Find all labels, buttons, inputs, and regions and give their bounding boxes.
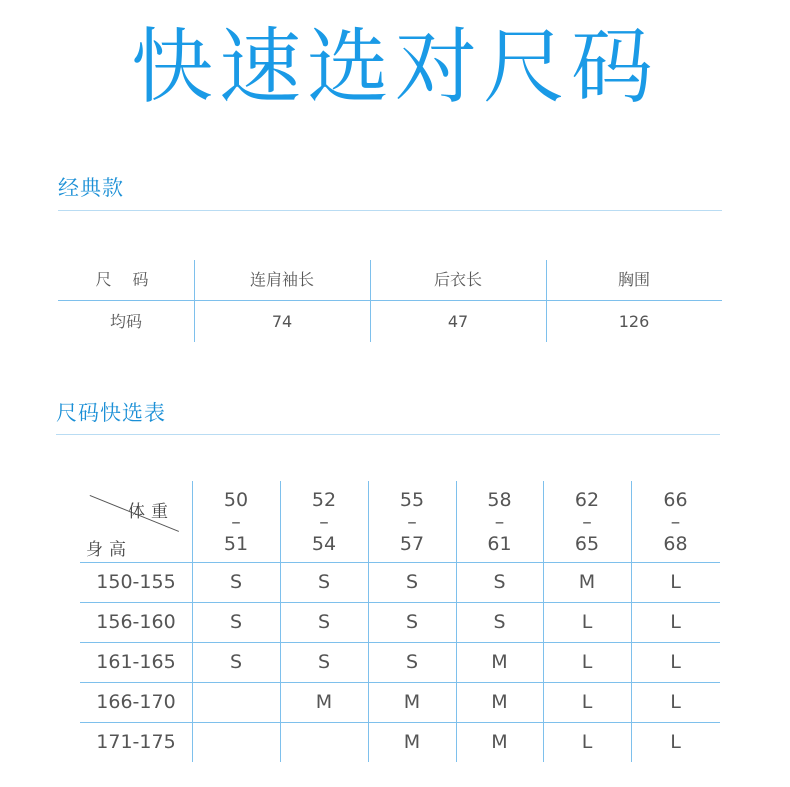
size-cell bbox=[192, 682, 280, 722]
header-back-length: 后衣长 bbox=[433, 270, 482, 289]
size-cell bbox=[280, 722, 368, 762]
weight-dash: – bbox=[319, 511, 329, 533]
weight-top: 62 bbox=[574, 489, 600, 511]
weight-range-header bbox=[280, 489, 368, 555]
weight-top: 66 bbox=[663, 489, 688, 511]
height-range-cell: 150-155 bbox=[96, 571, 176, 593]
height-range-cell: 161-165 bbox=[96, 651, 176, 673]
weight-top: 58 bbox=[487, 489, 512, 511]
weight-bottom: 57 bbox=[399, 533, 425, 555]
size-cell: M bbox=[578, 571, 596, 593]
weight-dash: – bbox=[231, 511, 241, 533]
weight-dash: – bbox=[407, 511, 417, 533]
weight-bottom: 51 bbox=[223, 533, 249, 555]
size-cell: M bbox=[403, 691, 421, 713]
header-size: 尺 码 bbox=[95, 270, 157, 289]
size-cell: S bbox=[405, 571, 419, 593]
size-cell: L bbox=[670, 691, 681, 713]
size-cell: L bbox=[581, 731, 593, 753]
size-cell bbox=[192, 722, 280, 762]
weight-bottom: 61 bbox=[487, 533, 512, 555]
size-cell: M bbox=[491, 731, 508, 753]
table-header-line bbox=[58, 300, 722, 301]
size-cell: L bbox=[670, 651, 681, 673]
header-chest: 胸围 bbox=[617, 270, 650, 289]
classic-section-title: 经典款 bbox=[58, 176, 124, 200]
weight-top: 52 bbox=[311, 489, 337, 511]
size-cell: S bbox=[317, 611, 331, 633]
cell-back-length: 47 bbox=[447, 312, 469, 331]
weight-dash: – bbox=[670, 511, 681, 533]
weight-range-header bbox=[631, 489, 720, 555]
weight-dash: – bbox=[582, 511, 592, 533]
weight-top: 50 bbox=[223, 489, 249, 511]
size-cell: S bbox=[229, 571, 243, 593]
size-quick-select-table bbox=[80, 481, 720, 761]
size-cell: S bbox=[229, 611, 243, 633]
size-cell: M bbox=[403, 731, 421, 753]
size-cell: M bbox=[491, 691, 508, 713]
section-divider bbox=[58, 210, 722, 211]
weight-top: 55 bbox=[399, 489, 425, 511]
size-cell: S bbox=[229, 651, 243, 673]
size-cell: L bbox=[581, 651, 593, 673]
size-cell: L bbox=[581, 691, 593, 713]
corner-height-label: 身高 bbox=[86, 540, 132, 560]
weight-dash: – bbox=[494, 511, 505, 533]
weight-bottom: 54 bbox=[311, 533, 337, 555]
page-title: 快速选对尺码 bbox=[130, 20, 659, 115]
height-range-cell: 156-160 bbox=[96, 611, 176, 633]
size-cell: S bbox=[317, 651, 331, 673]
size-cell: L bbox=[670, 611, 681, 633]
header-sleeve-length: 连肩袖长 bbox=[249, 270, 314, 289]
size-cell: S bbox=[493, 571, 506, 593]
cell-chest: 126 bbox=[618, 312, 650, 331]
weight-range-header bbox=[192, 489, 280, 555]
section-divider bbox=[56, 434, 720, 435]
size-cell: L bbox=[581, 611, 593, 633]
size-cell: M bbox=[491, 651, 508, 673]
height-range-cell: 171-175 bbox=[96, 731, 176, 753]
cell-size: 均码 bbox=[109, 312, 142, 331]
size-cell: S bbox=[493, 611, 506, 633]
size-cell: S bbox=[405, 651, 419, 673]
weight-range-header bbox=[456, 489, 543, 555]
quick-section-title: 尺码快选表 bbox=[56, 401, 166, 425]
size-cell: L bbox=[670, 571, 681, 593]
cell-sleeve-length: 74 bbox=[271, 312, 293, 331]
size-cell: S bbox=[317, 571, 331, 593]
classic-size-table bbox=[58, 260, 722, 342]
weight-range-header bbox=[543, 489, 631, 555]
weight-range-header bbox=[368, 489, 456, 555]
corner-weight-label: 体重 bbox=[128, 502, 174, 522]
size-cell: S bbox=[405, 611, 419, 633]
size-cell: L bbox=[670, 731, 681, 753]
weight-bottom: 65 bbox=[574, 533, 600, 555]
weight-bottom: 68 bbox=[663, 533, 688, 555]
height-range-cell: 166-170 bbox=[96, 691, 176, 713]
size-cell: M bbox=[315, 691, 333, 713]
